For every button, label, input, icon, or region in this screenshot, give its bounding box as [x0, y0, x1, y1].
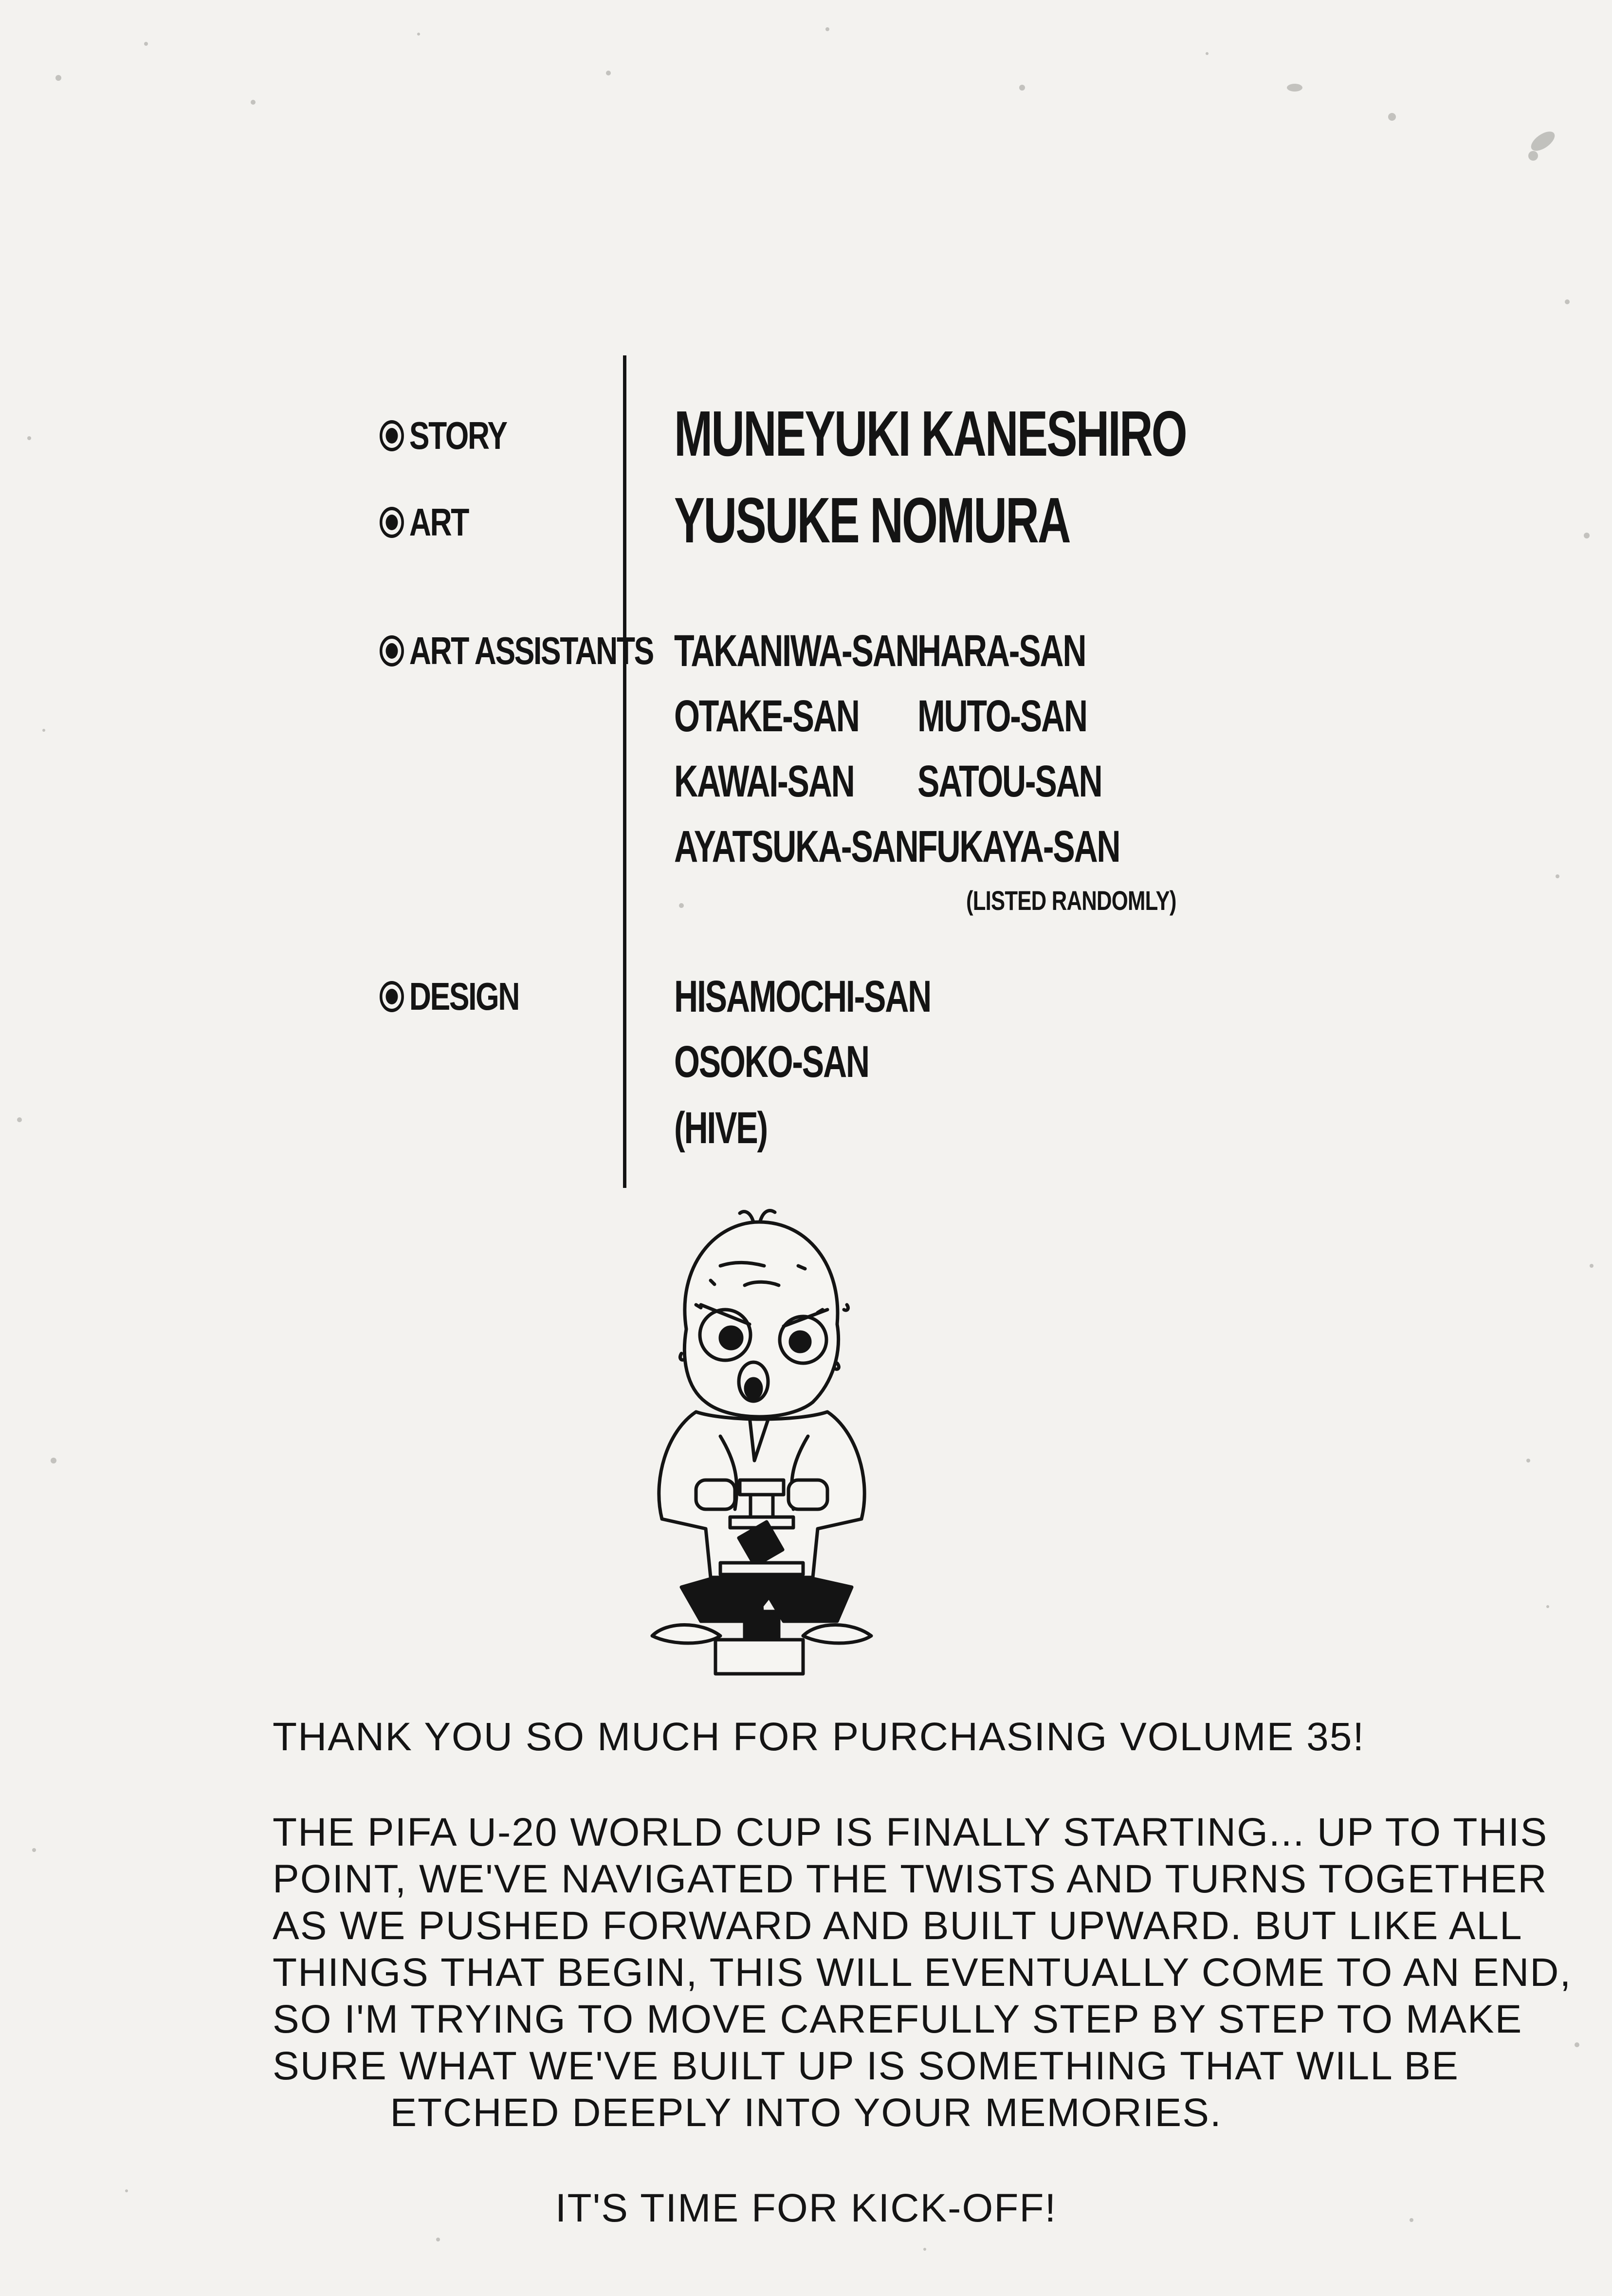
afterword-message: [273, 1714, 1572, 2232]
message-line: THE PIFA U-20 WORLD CUP IS FINALLY STARTING... UP TO THIS: [273, 1810, 1548, 1854]
design-name: OSOKO-SAN: [674, 1037, 869, 1087]
assistant-name: FUKAYA-SAN: [917, 822, 1120, 871]
assistant-name: HARA-SAN: [917, 626, 1086, 676]
design-name: HISAMOCHI-SAN: [674, 972, 931, 1021]
art-label: ART: [380, 496, 468, 549]
message-line: THINGS THAT BEGIN, THIS WILL EVENTUALLY COME TO AN END,: [273, 1950, 1572, 1995]
story-label: STORY: [380, 409, 507, 463]
assistant-name: MUTO-SAN: [917, 691, 1087, 741]
message-line: ETCHED DEEPLY INTO YOUR MEMORIES.: [390, 2091, 1222, 2135]
art-assistants-label: ART ASSISTANTS: [380, 624, 653, 678]
design-label: DESIGN: [380, 970, 519, 1023]
assistant-name: OTAKE-SAN: [674, 691, 859, 741]
message-line: SURE WHAT WE'VE BUILT UP IS SOMETHING THAT WILL BE: [273, 2044, 1459, 2088]
assistant-name: AYATSUKA-SAN: [674, 822, 918, 871]
closing-line: IT'S TIME FOR KICK-OFF!: [555, 2186, 1057, 2230]
bullet-icon: [380, 635, 404, 667]
message-line: AS WE PUSHED FORWARD AND BUILT UPWARD. BUT LIKE ALL: [273, 1904, 1523, 1948]
assistant-name: KAWAI-SAN: [674, 757, 854, 806]
credits-divider: [623, 355, 626, 1188]
assistant-name: SATOU-SAN: [917, 757, 1102, 806]
thanks-line: THANK YOU SO MUCH FOR PURCHASING VOLUME 35!: [273, 1715, 1365, 1759]
message-line: SO I'M TRYING TO MOVE CAREFULLY STEP BY STEP TO MAKE: [273, 1997, 1523, 2041]
art-name: YUSUKE NOMURA: [674, 484, 1070, 556]
design-name: (HIVE): [674, 1103, 767, 1153]
story-name: MUNEYUKI KANESHIRO: [674, 398, 1186, 469]
message-line: POINT, WE'VE NAVIGATED THE TWISTS AND TURNS TOGETHER: [273, 1857, 1548, 1901]
bullet-icon: [380, 507, 404, 538]
listed-randomly-note: (LISTED RANDOMLY): [966, 885, 1176, 916]
bullet-icon: [380, 420, 404, 451]
bullet-icon: [380, 981, 404, 1012]
mascot-drawing-icon: [623, 1207, 896, 1714]
assistant-name: TAKANIWA-SAN: [674, 626, 918, 676]
